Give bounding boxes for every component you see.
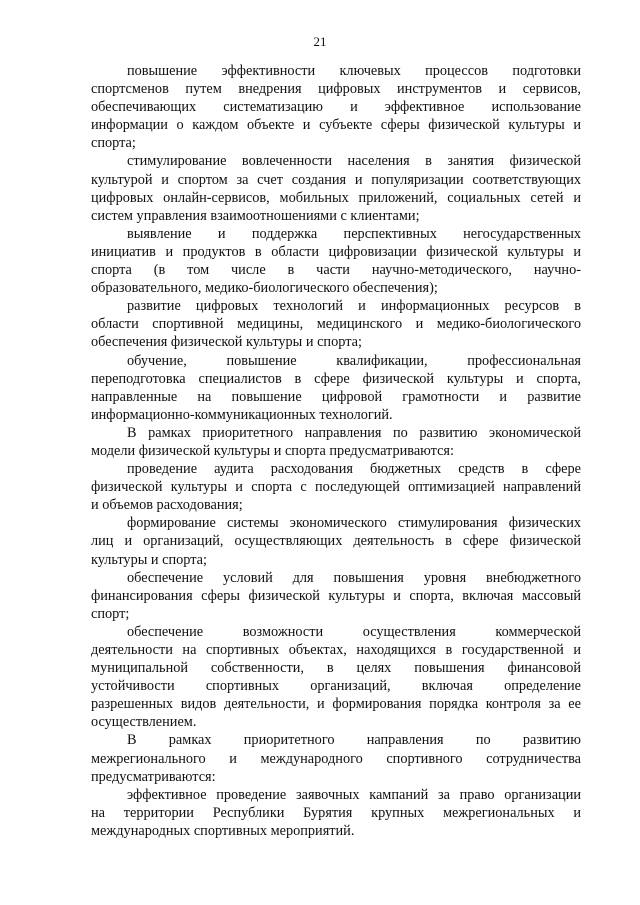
text-line: межрегионального и международного спортивного сотрудничества bbox=[91, 750, 581, 767]
text-line: культурой и спортом за счет создания и популяризации соответствующих bbox=[91, 171, 581, 188]
text-line: спорта (в том числе в части научно-методического, научно- bbox=[91, 262, 581, 279]
text-line: инициатив и продуктов в области цифровизации физической культуры и bbox=[91, 243, 581, 260]
paragraph bbox=[91, 62, 581, 152]
paragraph bbox=[91, 786, 581, 840]
paragraph bbox=[91, 152, 581, 224]
text-line: обеспечение возможности осуществления коммерческой bbox=[127, 623, 581, 640]
paragraph bbox=[91, 225, 581, 297]
text-line: стимулирование вовлеченности населения в занятия физической bbox=[127, 153, 581, 170]
page-number: 21 bbox=[313, 34, 327, 49]
text-line: финансирования сферы физической культуры и спорта, включая массовый bbox=[91, 587, 581, 604]
paragraph bbox=[91, 514, 581, 568]
paragraph bbox=[91, 297, 581, 351]
text-line: области спортивной медицины, медицинского и медико-биологического bbox=[91, 316, 581, 333]
text-line: культуры и спорта; bbox=[91, 551, 207, 568]
text-line: развитие цифровых технологий и информационных ресурсов в bbox=[127, 298, 581, 315]
text-line: информационно-коммуникационных технологий. bbox=[91, 406, 393, 423]
text-line: В рамках приоритетного направления по развитию bbox=[127, 732, 581, 749]
text-line: эффективное проведение заявочных кампаний за право организации bbox=[127, 786, 581, 803]
text-line: муниципальной собственности, в целях повышения финансовой bbox=[91, 660, 581, 677]
text-line: направленные на повышение цифровой грамотности и развитие bbox=[91, 388, 581, 405]
text-line: обеспечивающих систематизацию и эффективное использование bbox=[91, 99, 581, 116]
text-line: осуществлением. bbox=[91, 714, 197, 731]
text-line: образовательного, медико-биологического обеспечения); bbox=[91, 280, 438, 297]
text-line: модели физической культуры и спорта предусматриваются: bbox=[91, 442, 454, 459]
text-line: спорт; bbox=[91, 605, 130, 622]
text-line: спорта; bbox=[91, 135, 136, 152]
paragraph bbox=[91, 569, 581, 623]
text-line: переподготовка специалистов в сфере физической культуры и спорта, bbox=[91, 370, 581, 387]
text-line: лиц и организаций, осуществляющих деятельность в сфере физической bbox=[91, 533, 581, 550]
text-line: выявление и поддержка перспективных негосударственных bbox=[127, 225, 581, 242]
text-line: на территории Республики Бурятия крупных межрегиональных и bbox=[91, 804, 581, 821]
text-line: формирование системы экономического стимулирования физических bbox=[127, 515, 581, 532]
paragraph bbox=[91, 623, 581, 732]
document-body bbox=[91, 62, 581, 840]
paragraph bbox=[91, 424, 581, 460]
text-line: В рамках приоритетного направления по развитию экономической bbox=[127, 424, 581, 441]
text-line: обучение, повышение квалификации, профессиональная bbox=[127, 352, 581, 369]
text-line: физической культуры и спорта с последующей оптимизацией направлений bbox=[91, 479, 581, 496]
text-line: деятельности на спортивных объектах, находящихся в государственной и bbox=[91, 642, 581, 658]
paragraph bbox=[91, 352, 581, 424]
text-line: спортсменов путем внедрения цифровых инструментов и сервисов, bbox=[91, 81, 581, 98]
text-line: систем управления взаимоотношениями с клиентами; bbox=[91, 207, 420, 224]
text-line: обеспечение условий для повышения уровня внебюджетного bbox=[127, 569, 581, 586]
paragraph bbox=[91, 460, 581, 514]
text-line: международных спортивных мероприятий. bbox=[91, 822, 355, 839]
text-line: информации о каждом объекте и субъекте сферы физической культуры и bbox=[91, 117, 581, 134]
text-line: и объемов расходования; bbox=[91, 497, 243, 514]
text-line: цифровых онлайн-сервисов, мобильных приложений, социальных сетей и bbox=[91, 189, 581, 206]
text-line: обеспечения физической культуры и спорта; bbox=[91, 334, 362, 351]
text-line: проведение аудита расходования бюджетных средств в сфере bbox=[127, 461, 581, 478]
text-line: повышение эффективности ключевых процессов подготовки bbox=[127, 63, 581, 79]
paragraph bbox=[91, 731, 581, 785]
text-line: разрешенных видов деятельности, и формирования порядка контроля за ее bbox=[91, 696, 581, 713]
text-line: предусматриваются: bbox=[91, 768, 216, 785]
text-line: устойчивости спортивных организаций, включая определение bbox=[91, 678, 581, 695]
